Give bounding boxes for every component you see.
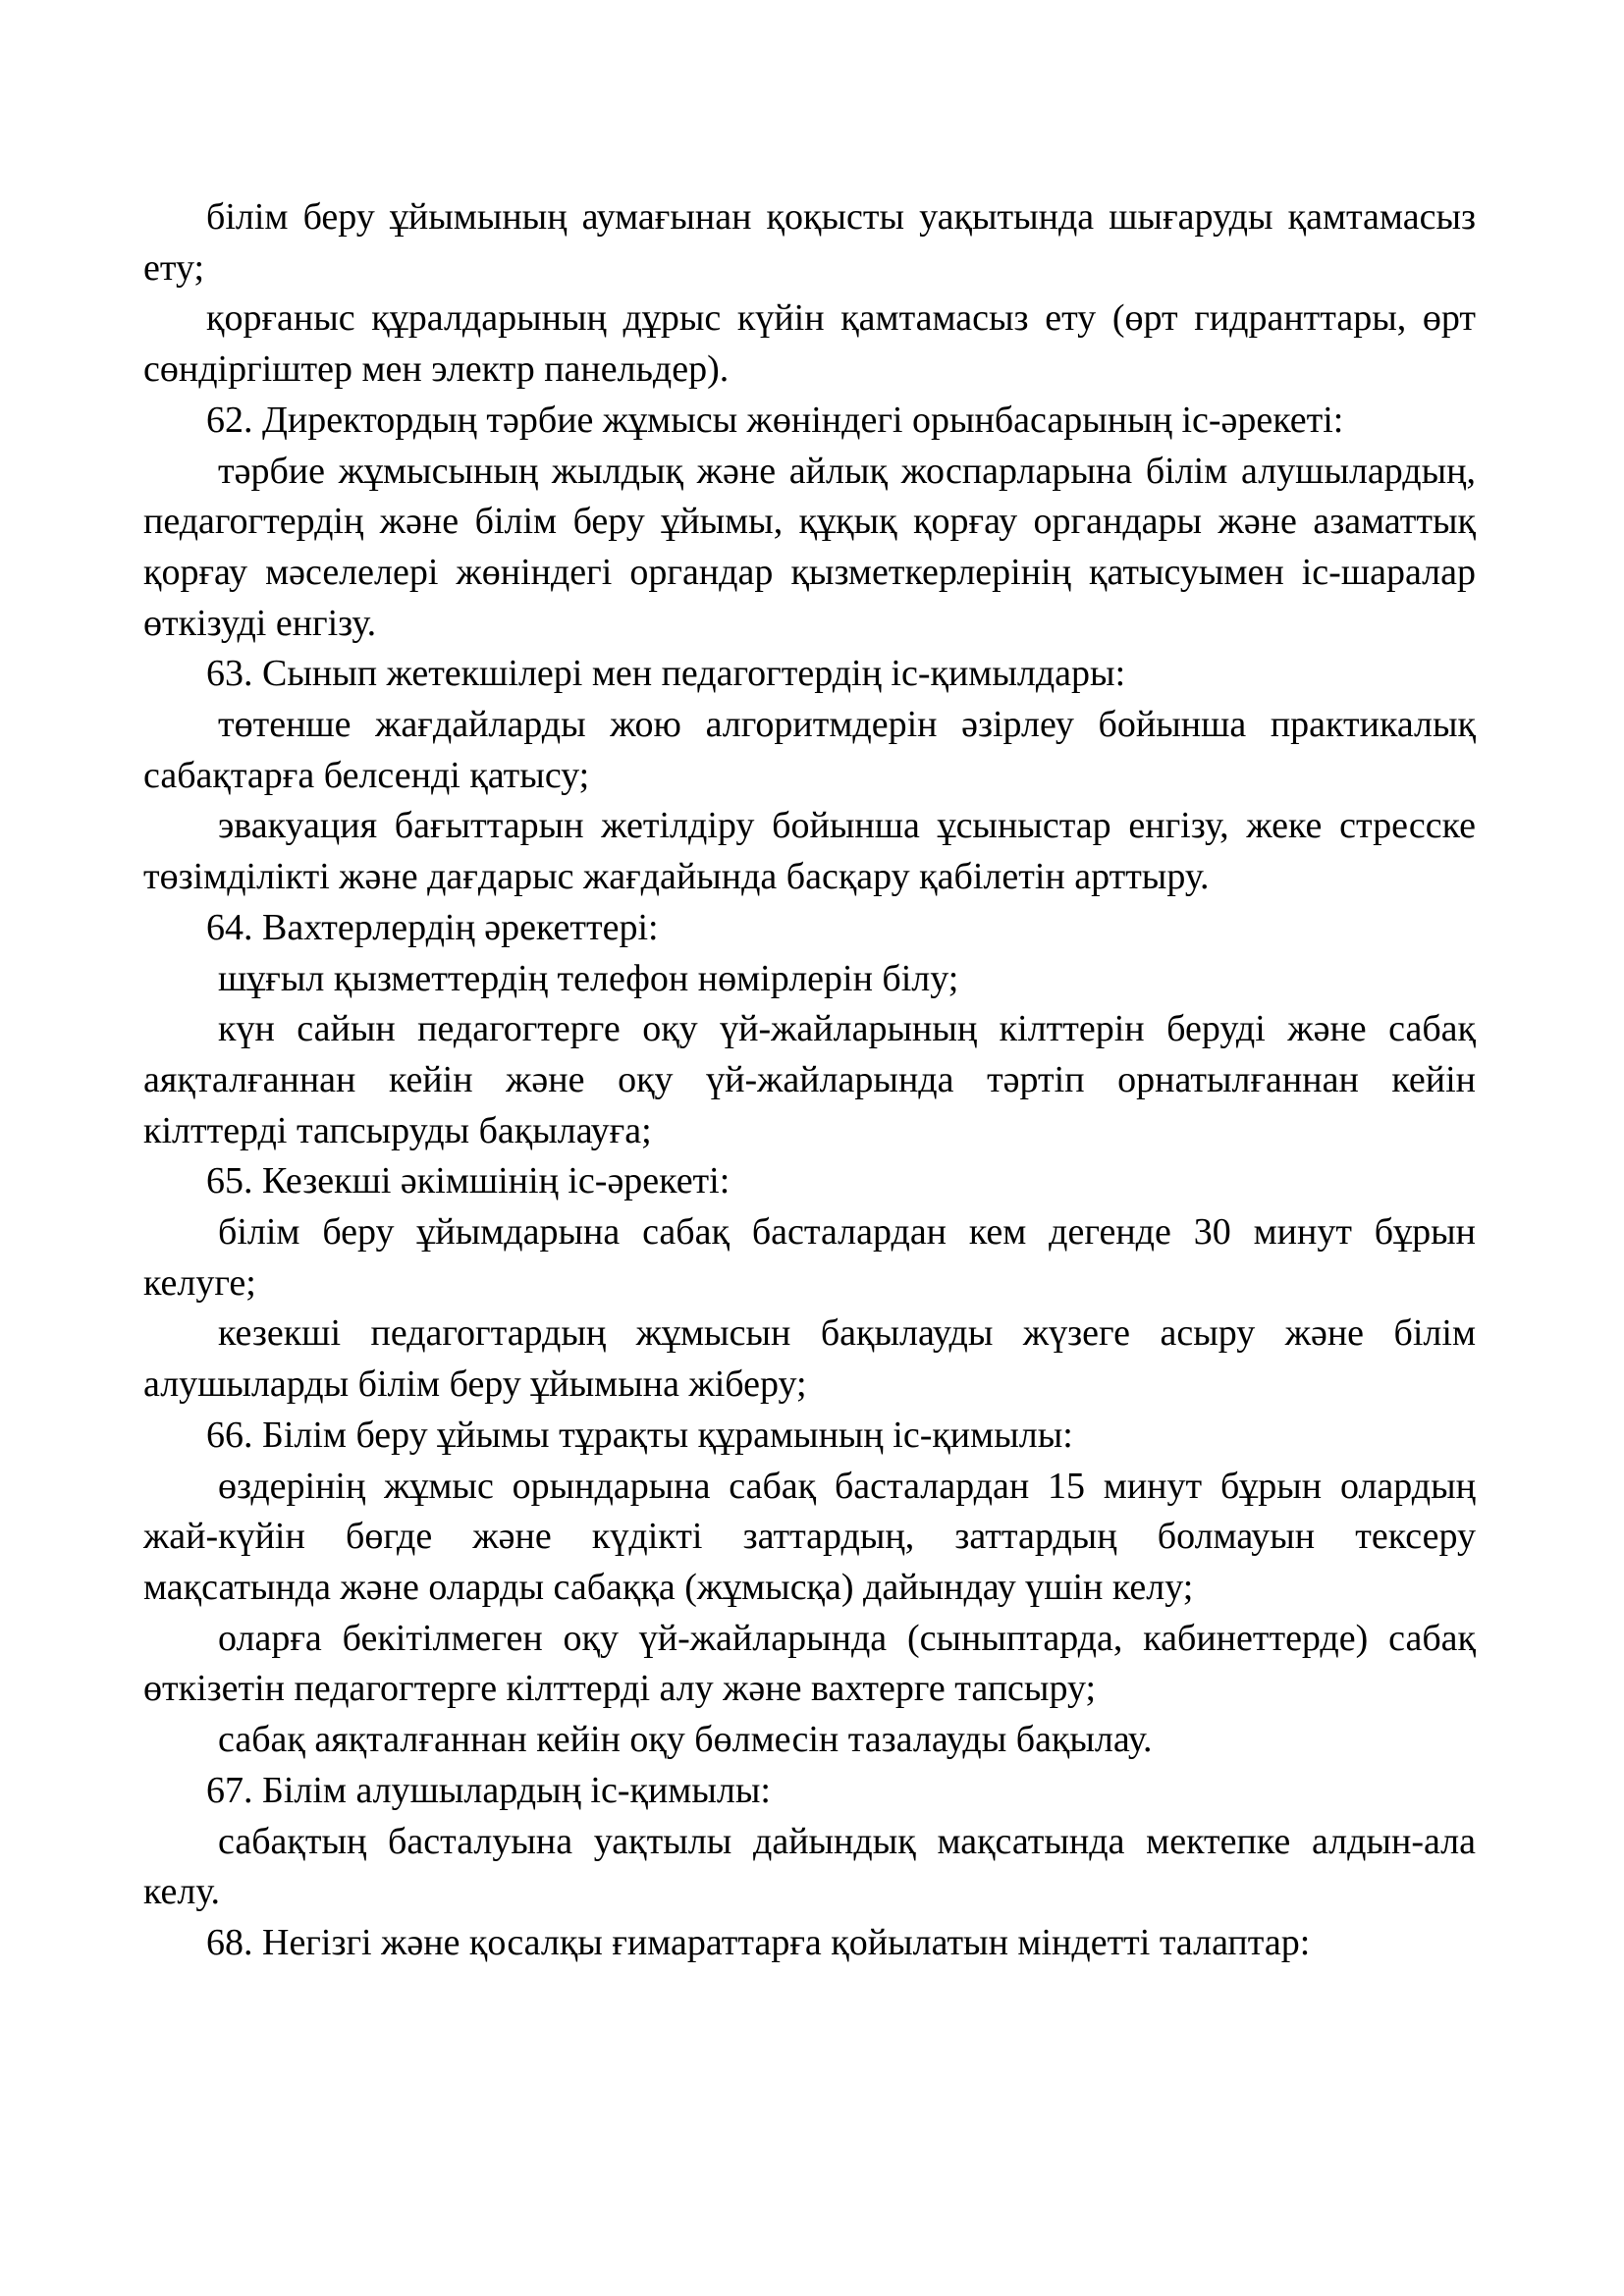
text-line: 66. Білім беру ұйымы тұрақты құрамының іс-қимылы: xyxy=(206,1414,1073,1456)
text-line: келу. xyxy=(143,1871,221,1913)
text-line: 68. Негізгі және қосалқы ғимараттарға қойылатын міндетті талаптар: xyxy=(206,1921,1311,1963)
text-line: сөндіргіштер мен электр панельдер). xyxy=(143,348,730,391)
text-line: төтенше жағдайларды жою алгоритмдерін әзірлеу бойынша практикалық xyxy=(218,704,1476,746)
text-line: сабақтарға белсенді қатысу; xyxy=(143,754,590,796)
document-body xyxy=(143,192,1476,1969)
text-line: білім беру ұйымының аумағынан қоқысты уақытында шығаруды қамтамасыз xyxy=(206,196,1476,238)
text-line: 64. Вахтерлердің әрекеттері: xyxy=(206,906,659,948)
text-line: сабақтың басталуына уақтылы дайындық мақсатында мектепке алдын-ала xyxy=(218,1820,1476,1862)
text-line: кезекші педагогтардың жұмысын бақылауды жүзеге асыру және білім xyxy=(218,1312,1476,1355)
text-line: күн сайын педагогтерге оқу үй-жайларының кілттерін беруді және сабақ xyxy=(218,1008,1476,1050)
text-line: жай-күйін бөгде және күдікті заттардың, заттардың болмауын тексеру xyxy=(143,1516,1476,1558)
text-line: келуге; xyxy=(143,1261,256,1304)
text-line: өткізетін педагогтерге кілттерді алу және вахтерге тапсыру; xyxy=(143,1668,1097,1710)
text-line: мақсатында және оларды сабаққа (жұмысқа) дайындау үшін келу; xyxy=(143,1566,1194,1608)
text-line: өткізуді енгізу. xyxy=(143,602,377,644)
text-line: педагогтердің және білім беру ұйымы, құқық қорғау органдары және азаматтық xyxy=(143,501,1476,543)
text-line: 65. Кезекші әкімшінің іс-әрекеті: xyxy=(206,1160,731,1202)
text-line: кілттерді тапсыруды бақылауға; xyxy=(143,1109,652,1151)
text-line: 67. Білім алушылардың іс-қимылы: xyxy=(206,1769,771,1811)
text-line: шұғыл қызметтердің телефон нөмірлерін білу; xyxy=(218,957,959,999)
text-line: эвакуация бағыттарын жетілдіру бойынша ұсыныстар енгізу, жеке стресске xyxy=(218,805,1476,847)
text-line: аяқталғаннан кейін және оқу үй-жайларында тәртіп орнатылғаннан кейін xyxy=(143,1058,1476,1100)
text-line: оларға бекітілмеген оқу үй-жайларында (сыныптарда, кабинеттерде) сабақ xyxy=(218,1617,1476,1659)
text-line: сабақ аяқталғаннан кейін оқу бөлмесін тазалауды бақылау. xyxy=(218,1719,1153,1761)
text-line: қорғаныс құралдарының дұрыс күйін қамтамасыз ету (өрт гидранттары, өрт xyxy=(206,297,1476,340)
text-line: өздерінің жұмыс орындарына сабақ басталардан 15 минут бұрын олардың xyxy=(218,1465,1476,1507)
text-line: қорғау мәселелері жөніндегі органдар қызметкерлерінің қатысуымен іс-шаралар xyxy=(143,551,1476,593)
text-line: 63. Сынып жетекшілері мен педагогтердің іс-қимылдары: xyxy=(206,653,1126,695)
text-line: тәрбие жұмысының жылдық және айлық жоспарларына білім алушылардың, xyxy=(218,450,1476,492)
text-line: білім беру ұйымдарына сабақ басталардан кем дегенде 30 минут бұрын xyxy=(218,1211,1476,1254)
text-line: 62. Директордың тәрбие жұмысы жөніндегі орынбасарының іс-әрекеті: xyxy=(206,399,1344,441)
text-line: төзімділікті және дағдарыс жағдайында басқару қабілетін арттыру. xyxy=(143,856,1210,898)
text-line: алушыларды білім беру ұйымына жіберу; xyxy=(143,1363,807,1406)
text-line: ету; xyxy=(143,246,205,289)
